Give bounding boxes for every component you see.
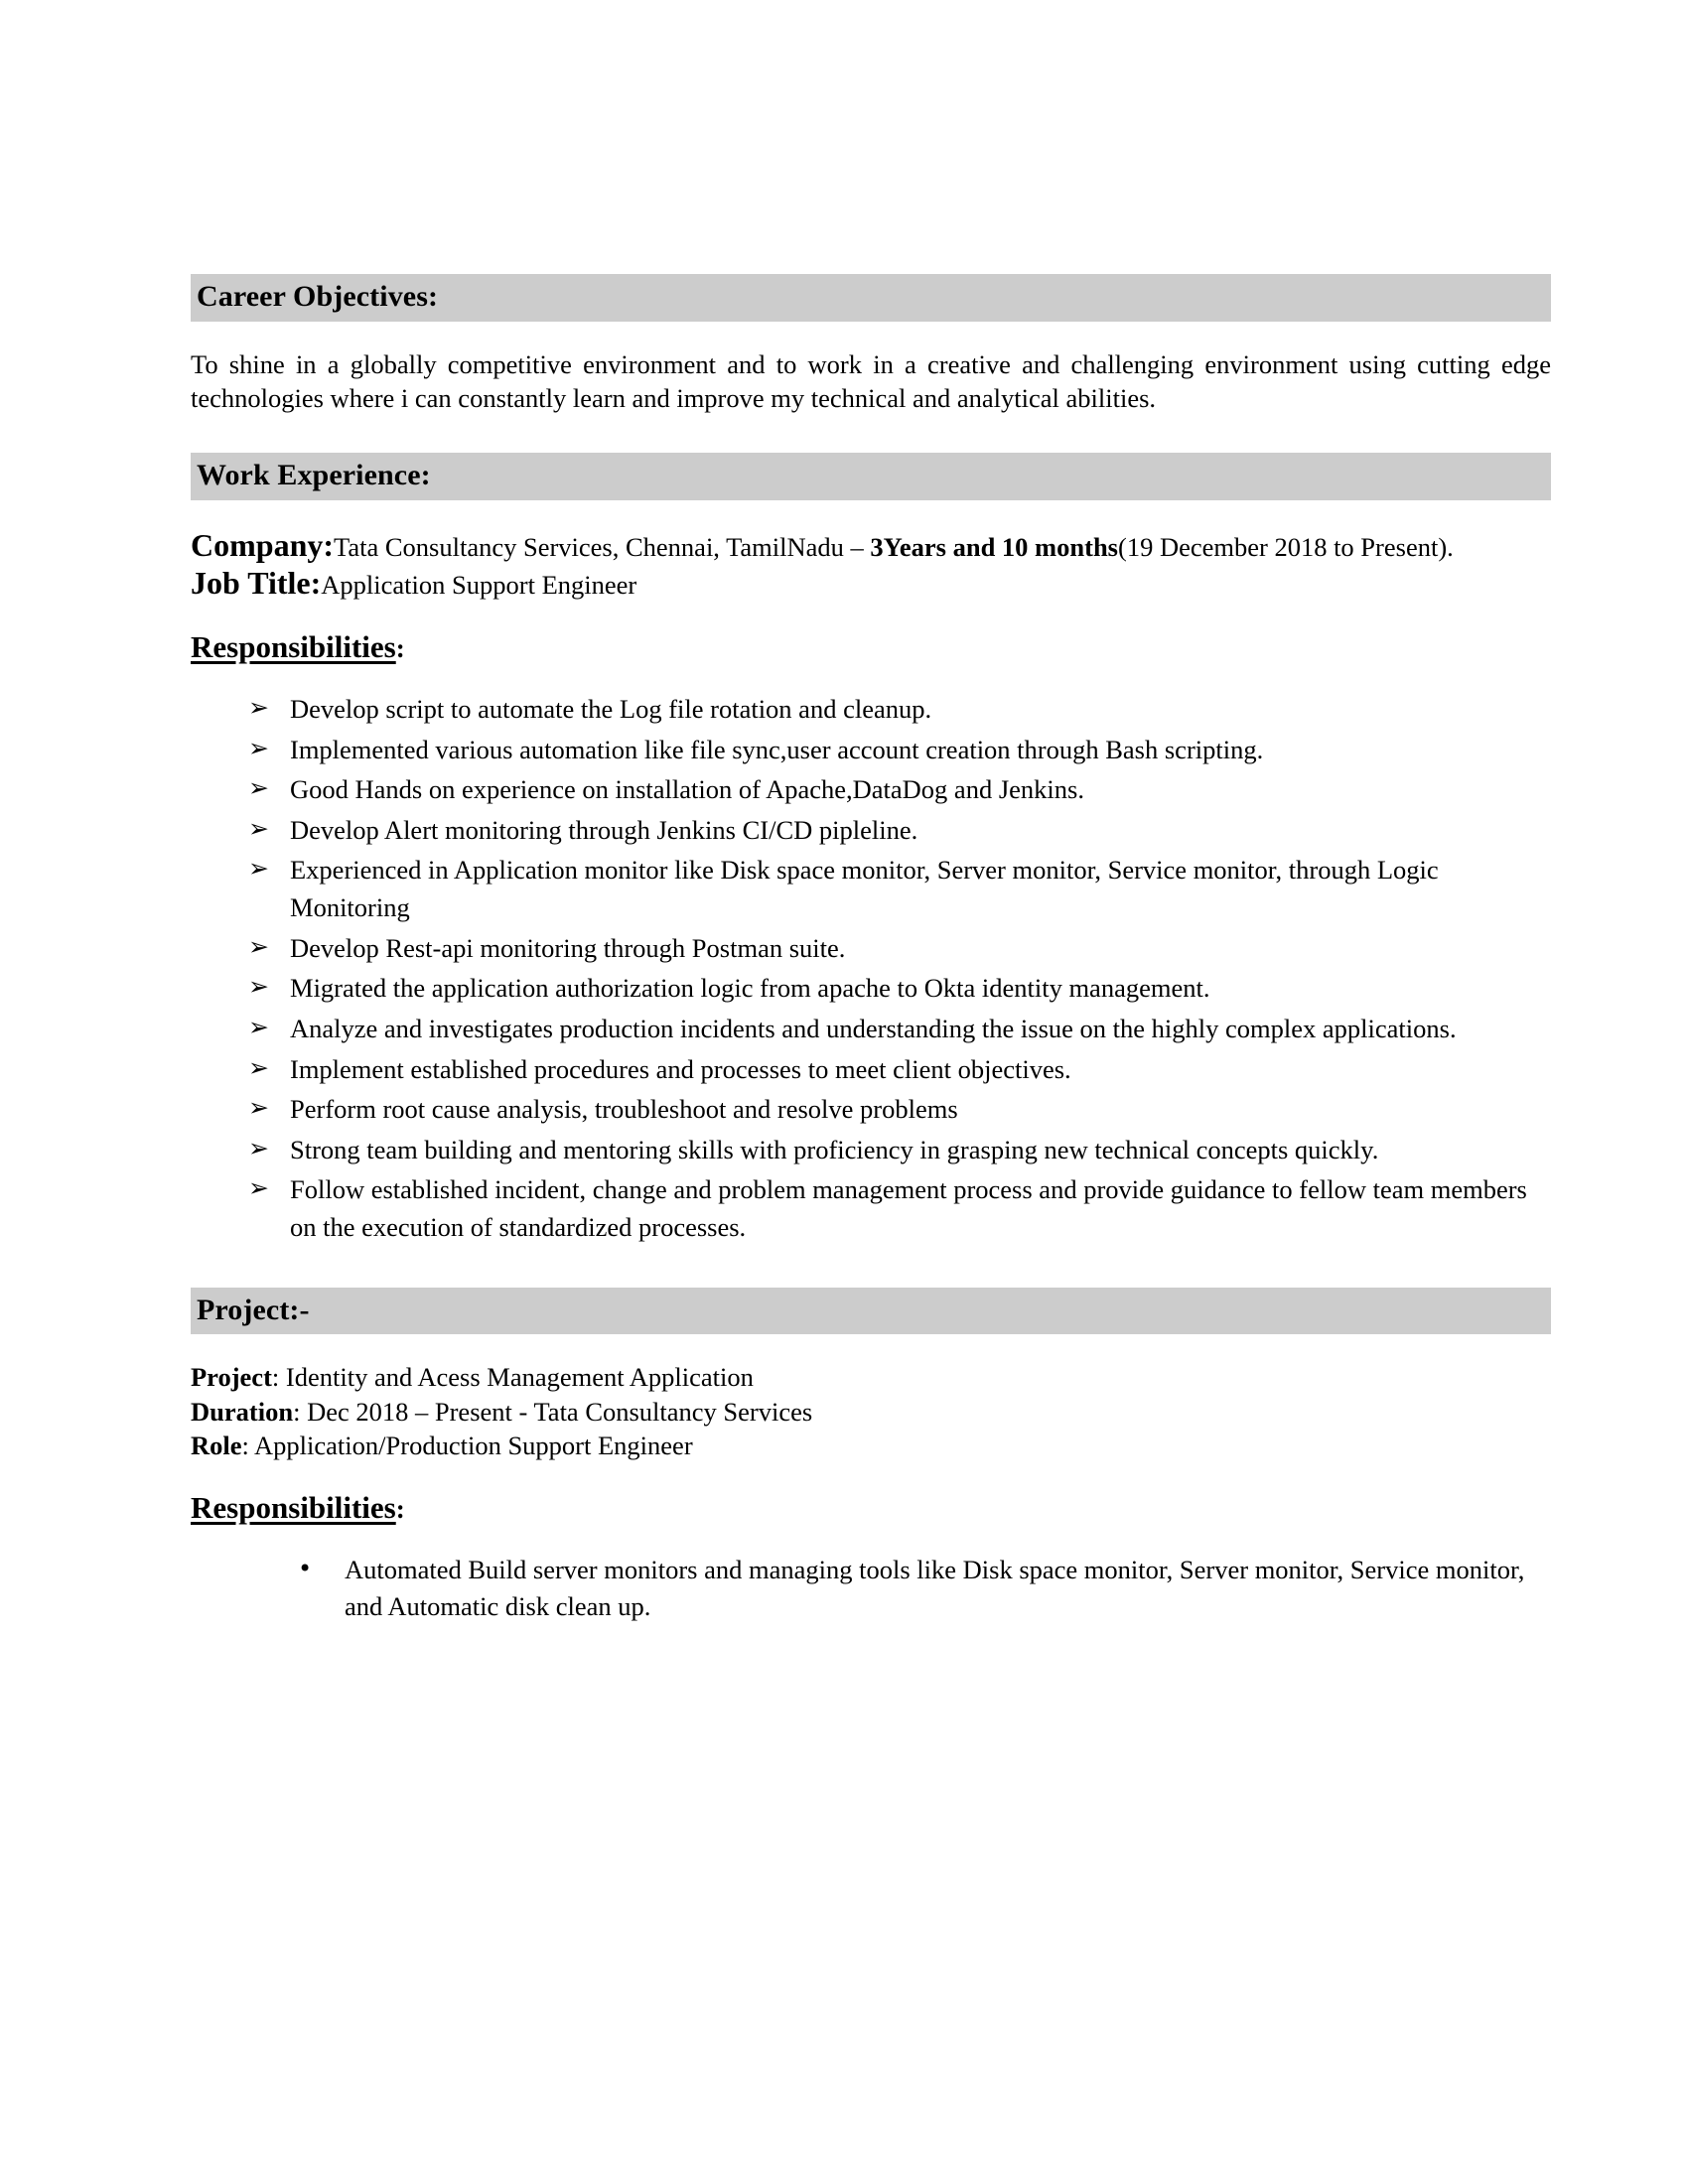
spacer (191, 322, 1551, 347)
arrow-bullet-icon: ➢ (248, 773, 269, 803)
company-label: Company: (191, 526, 335, 563)
arrow-bullet-icon: ➢ (248, 813, 269, 843)
project-duration-value: Dec 2018 – Present - Tata Consultancy Services (307, 1396, 813, 1427)
arrow-bullet-icon: ➢ (248, 1093, 269, 1123)
list-item-text: Migrated the application authorization logic from apache to Okta identity management. (290, 973, 1210, 1004)
list-item-text: Develop script to automate the Log file rotation and cleanup. (290, 693, 932, 724)
company-tenure: 3Years and 10 months (870, 531, 1118, 562)
list-item (191, 1552, 1551, 1626)
responsibilities-heading-colon: : (395, 632, 405, 663)
job-title-line (191, 564, 1551, 602)
responsibilities-heading-colon: : (395, 1493, 405, 1524)
responsibilities-heading-text: Responsibilities (191, 628, 396, 664)
responsibilities-heading-project (191, 1489, 1551, 1526)
arrow-bullet-icon: ➢ (248, 854, 269, 884)
project-duration-line (191, 1395, 1551, 1429)
list-item (191, 930, 1551, 968)
list-item-text: Implemented various automation like file sync,user account creation through Bash scripting. (290, 734, 1264, 764)
list-item-text: Good Hands on experience on installation of Apache,DataDog and Jenkins. (290, 774, 1084, 805)
project-name-label: Project (191, 1362, 272, 1393)
responsibilities-heading-work (191, 628, 1551, 665)
career-objectives-paragraph: To shine in a globally competitive environment and to work in a creative and challenging environment using cutting edge technologies where i can constantly learn and improve my technical and analytical abilities. (191, 348, 1551, 413)
arrow-bullet-icon: ➢ (248, 931, 269, 961)
spacer (191, 1526, 1551, 1552)
section-header-work-experience (191, 453, 1551, 500)
project-role-separator: : (241, 1431, 255, 1461)
arrow-bullet-icon: ➢ (248, 692, 269, 722)
section-header-career-objectives (191, 274, 1551, 322)
list-item-text: Experienced in Application monitor like Disk space monitor, Server monitor, Service monitor, through Logic Monitoring (290, 855, 1439, 923)
section-header-project (191, 1288, 1551, 1335)
list-item-text: Implement established procedures and processes to meet client objectives. (290, 1053, 1071, 1084)
list-item (191, 1051, 1551, 1089)
company-dates: (19 December 2018 to Present). (1118, 531, 1454, 562)
company-line (191, 526, 1551, 564)
list-item-text: Follow established incident, change and problem management process and provide guidance to fellow team members on the execution of standardized processes. (290, 1174, 1527, 1243)
project-name-separator: : (271, 1362, 286, 1393)
job-title-value: Application Support Engineer (321, 570, 637, 601)
responsibilities-list-work (191, 691, 1551, 1247)
list-item (191, 1011, 1551, 1048)
project-duration-separator: : (293, 1396, 308, 1427)
spacer (191, 1250, 1551, 1288)
list-item (191, 732, 1551, 769)
dot-bullet-icon: • (298, 1554, 313, 1582)
list-item (191, 771, 1551, 809)
arrow-bullet-icon: ➢ (248, 733, 269, 762)
job-title-label: Job Title: (191, 565, 322, 602)
list-item (191, 1091, 1551, 1129)
arrow-bullet-icon: ➢ (248, 1012, 269, 1041)
responsibilities-list-project (191, 1552, 1551, 1626)
project-role-value: Application/Production Support Engineer (254, 1431, 693, 1461)
list-item-text: Develop Alert monitoring through Jenkins CI/CD pipleline. (290, 814, 918, 845)
arrow-bullet-icon: ➢ (248, 1173, 269, 1203)
company-name-location: Tata Consultancy Services, Chennai, TamilNadu – (334, 531, 871, 562)
section-title-career-objectives: Career Objectives: (197, 280, 439, 313)
arrow-bullet-icon: ➢ (248, 972, 269, 1002)
section-title-project: Project:- (197, 1293, 310, 1326)
list-item (191, 1132, 1551, 1169)
list-item-text: Strong team building and mentoring skills with proficiency in grasping new technical concepts quickly. (290, 1134, 1379, 1164)
list-item (191, 1171, 1551, 1246)
arrow-bullet-icon: ➢ (248, 1133, 269, 1162)
list-item (191, 812, 1551, 850)
document-content (191, 274, 1551, 1629)
spacer (191, 415, 1551, 453)
list-item (191, 852, 1551, 926)
list-item (191, 970, 1551, 1008)
arrow-bullet-icon: ➢ (248, 1052, 269, 1082)
spacer (191, 603, 1551, 628)
spacer (191, 500, 1551, 526)
list-item-text: Develop Rest-api monitoring through Postman suite. (290, 932, 846, 963)
spacer (191, 1334, 1551, 1360)
list-item-text: Perform root cause analysis, troubleshoot and resolve problems (290, 1094, 958, 1125)
project-name-value: Identity and Acess Management Application (285, 1362, 754, 1393)
section-title-work-experience: Work Experience: (197, 459, 431, 492)
project-role-label: Role (191, 1431, 242, 1461)
responsibilities-heading-text: Responsibilities (191, 1489, 396, 1525)
project-role-line (191, 1429, 1551, 1462)
list-item-text: Automated Build server monitors and managing tools like Disk space monitor, Server monitor, Service monitor, and Automatic disk clean up. (345, 1554, 1525, 1622)
spacer (191, 665, 1551, 691)
project-duration-label: Duration (191, 1396, 294, 1427)
spacer (191, 1463, 1551, 1489)
project-name-line (191, 1360, 1551, 1394)
list-item-text: Analyze and investigates production incidents and understanding the issue on the highly complex applications. (290, 1013, 1457, 1043)
list-item (191, 691, 1551, 729)
